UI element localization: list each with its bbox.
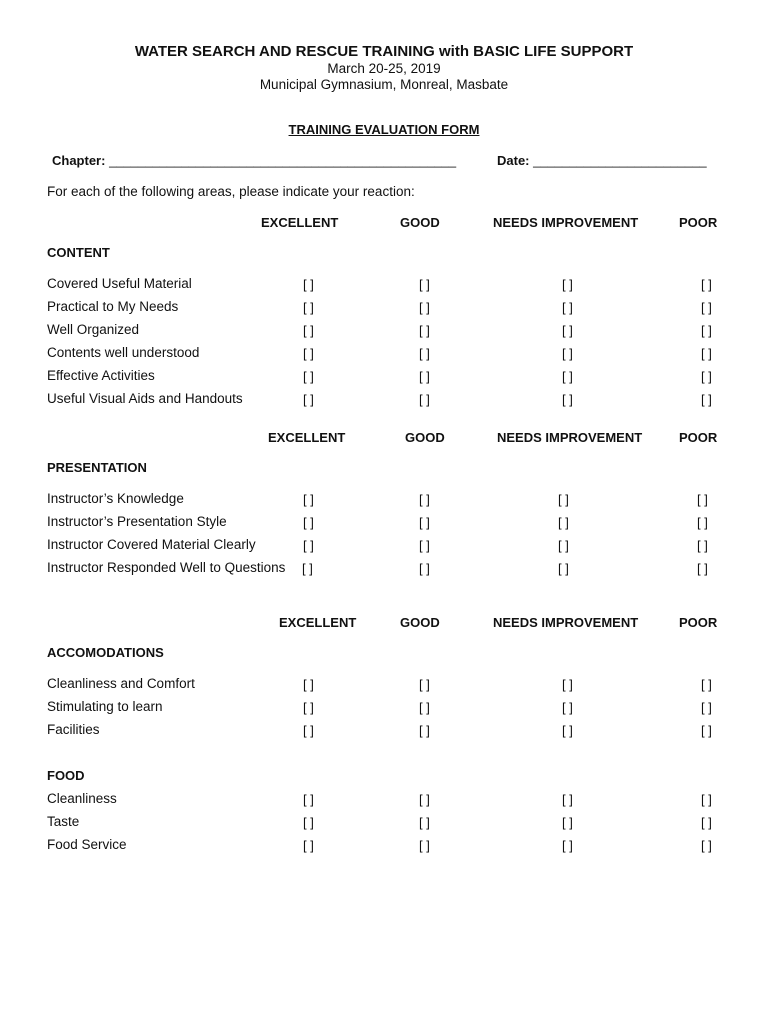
date-line[interactable]: ________________________ [533, 153, 707, 168]
checkbox-excellent[interactable]: [ ] [303, 369, 314, 384]
row-label: Useful Visual Aids and Handouts [47, 391, 243, 406]
checkbox-poor[interactable]: [ ] [701, 392, 712, 407]
checkbox-poor[interactable]: [ ] [701, 300, 712, 315]
checkbox-good[interactable]: [ ] [419, 277, 430, 292]
checkbox-excellent[interactable]: [ ] [303, 700, 314, 715]
checkbox-poor[interactable]: [ ] [701, 700, 712, 715]
checkbox-poor[interactable]: [ ] [701, 792, 712, 807]
column-header-excellent: EXCELLENT [279, 615, 357, 630]
checkbox-good[interactable]: [ ] [419, 792, 430, 807]
checkbox-needs-improvement[interactable]: [ ] [558, 515, 569, 530]
row-label: Covered Useful Material [47, 276, 192, 291]
row-label: Cleanliness and Comfort [47, 676, 195, 691]
checkbox-needs-improvement[interactable]: [ ] [562, 346, 573, 361]
checkbox-good[interactable]: [ ] [419, 300, 430, 315]
checkbox-needs-improvement[interactable]: [ ] [558, 538, 569, 553]
checkbox-good[interactable]: [ ] [419, 346, 430, 361]
checkbox-good[interactable]: [ ] [419, 369, 430, 384]
checkbox-good[interactable]: [ ] [419, 323, 430, 338]
checkbox-excellent[interactable]: [ ] [303, 492, 314, 507]
row-label: Instructor’s Knowledge [47, 491, 184, 506]
checkbox-excellent[interactable]: [ ] [302, 561, 313, 576]
checkbox-needs-improvement[interactable]: [ ] [562, 677, 573, 692]
checkbox-poor[interactable]: [ ] [697, 561, 708, 576]
column-header-poor: POOR [679, 430, 718, 445]
checkbox-excellent[interactable]: [ ] [303, 838, 314, 853]
column-header-poor: POOR [679, 215, 718, 230]
column-header-needs-improvement: NEEDS IMPROVEMENT [493, 615, 639, 630]
checkbox-poor[interactable]: [ ] [701, 323, 712, 338]
row-label: Instructor Covered Material Clearly [47, 537, 256, 552]
checkbox-excellent[interactable]: [ ] [303, 792, 314, 807]
column-header-good: GOOD [400, 615, 440, 630]
row-label: Well Organized [47, 322, 140, 337]
checkbox-excellent[interactable]: [ ] [303, 677, 314, 692]
checkbox-poor[interactable]: [ ] [701, 838, 712, 853]
row-label: Contents well understood [47, 345, 200, 360]
checkbox-needs-improvement[interactable]: [ ] [558, 492, 569, 507]
checkbox-poor[interactable]: [ ] [701, 346, 712, 361]
checkbox-good[interactable]: [ ] [419, 561, 430, 576]
checkbox-good[interactable]: [ ] [419, 515, 430, 530]
section-title-content: CONTENT [47, 245, 110, 260]
section-title-presentation: PRESENTATION [47, 460, 147, 475]
event-venue: Municipal Gymnasium, Monreal, Masbate [259, 77, 509, 92]
checkbox-poor[interactable]: [ ] [697, 492, 708, 507]
checkbox-needs-improvement[interactable]: [ ] [562, 323, 573, 338]
checkbox-needs-improvement[interactable]: [ ] [562, 369, 573, 384]
chapter-label: Chapter: [52, 153, 106, 168]
checkbox-needs-improvement[interactable]: [ ] [562, 815, 573, 830]
column-header-excellent: EXCELLENT [261, 215, 339, 230]
row-label: Cleanliness [47, 791, 117, 806]
checkbox-needs-improvement[interactable]: [ ] [562, 392, 573, 407]
checkbox-poor[interactable]: [ ] [701, 677, 712, 692]
checkbox-needs-improvement[interactable]: [ ] [562, 723, 573, 738]
section-title-accomodations: ACCOMODATIONS [47, 645, 164, 660]
checkbox-excellent[interactable]: [ ] [303, 538, 314, 553]
row-label: Stimulating to learn [47, 699, 163, 714]
event-date: March 20-25, 2019 [327, 61, 441, 76]
form-title: TRAINING EVALUATION FORM [288, 122, 480, 137]
chapter-line[interactable]: ________________________________________________ [109, 153, 457, 168]
row-label: Facilities [47, 722, 100, 737]
checkbox-needs-improvement[interactable]: [ ] [562, 700, 573, 715]
checkbox-excellent[interactable]: [ ] [303, 815, 314, 830]
checkbox-excellent[interactable]: [ ] [303, 515, 314, 530]
column-header-poor: POOR [679, 615, 718, 630]
column-header-needs-improvement: NEEDS IMPROVEMENT [497, 430, 643, 445]
date-field[interactable] [497, 153, 707, 168]
column-header-good: GOOD [405, 430, 445, 445]
instructions: For each of the following areas, please indicate your reaction: [47, 184, 415, 199]
checkbox-excellent[interactable]: [ ] [303, 277, 314, 292]
checkbox-good[interactable]: [ ] [419, 700, 430, 715]
checkbox-poor[interactable]: [ ] [701, 815, 712, 830]
checkbox-good[interactable]: [ ] [419, 392, 430, 407]
checkbox-excellent[interactable]: [ ] [303, 323, 314, 338]
row-label: Food Service [47, 837, 127, 852]
checkbox-needs-improvement[interactable]: [ ] [562, 277, 573, 292]
checkbox-good[interactable]: [ ] [419, 492, 430, 507]
checkbox-good[interactable]: [ ] [419, 815, 430, 830]
checkbox-excellent[interactable]: [ ] [303, 300, 314, 315]
row-label: Taste [47, 814, 80, 829]
column-header-needs-improvement: NEEDS IMPROVEMENT [493, 215, 639, 230]
checkbox-good[interactable]: [ ] [419, 723, 430, 738]
checkbox-poor[interactable]: [ ] [697, 538, 708, 553]
section-title-food: FOOD [47, 768, 85, 783]
row-label: Effective Activities [47, 368, 155, 383]
checkbox-needs-improvement[interactable]: [ ] [562, 300, 573, 315]
document-title: WATER SEARCH AND RESCUE TRAINING with BASIC LIFE SUPPORT [134, 43, 634, 60]
chapter-field[interactable] [52, 153, 456, 168]
checkbox-needs-improvement[interactable]: [ ] [562, 792, 573, 807]
checkbox-good[interactable]: [ ] [419, 538, 430, 553]
checkbox-good[interactable]: [ ] [419, 838, 430, 853]
row-label: Instructor Responded Well to Questions [47, 560, 286, 575]
checkbox-poor[interactable]: [ ] [697, 515, 708, 530]
checkbox-needs-improvement[interactable]: [ ] [558, 561, 569, 576]
date-label: Date: [497, 153, 530, 168]
checkbox-excellent[interactable]: [ ] [303, 346, 314, 361]
checkbox-good[interactable]: [ ] [419, 677, 430, 692]
checkbox-poor[interactable]: [ ] [701, 723, 712, 738]
checkbox-needs-improvement[interactable]: [ ] [562, 838, 573, 853]
checkbox-poor[interactable]: [ ] [701, 369, 712, 384]
row-label: Practical to My Needs [47, 299, 179, 314]
column-header-good: GOOD [400, 215, 440, 230]
column-header-excellent: EXCELLENT [268, 430, 346, 445]
checkbox-excellent[interactable]: [ ] [303, 723, 314, 738]
checkbox-poor[interactable]: [ ] [701, 277, 712, 292]
row-label: Instructor’s Presentation Style [47, 514, 227, 529]
checkbox-excellent[interactable]: [ ] [303, 392, 314, 407]
